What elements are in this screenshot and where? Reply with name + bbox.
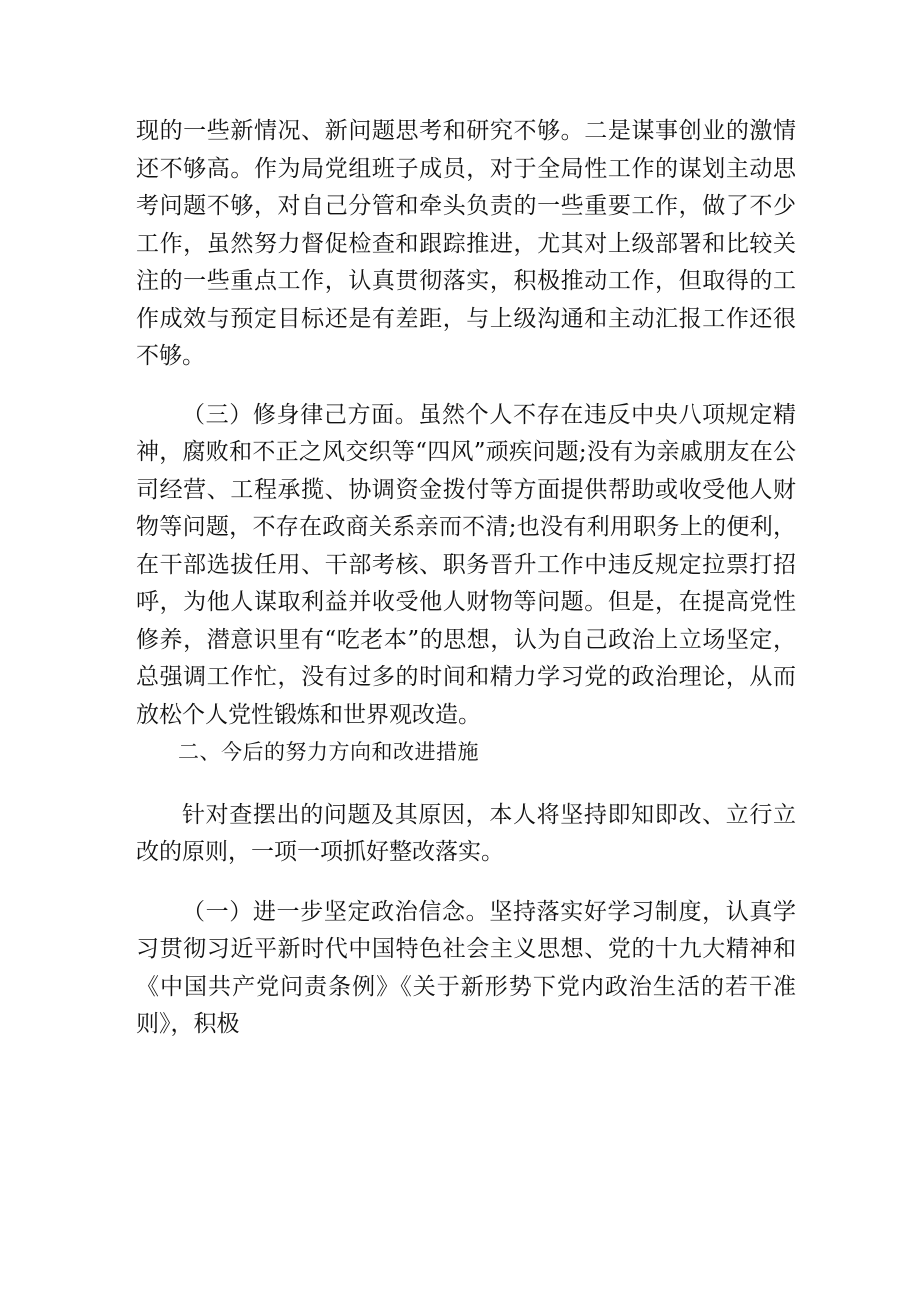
paragraph-continuation: 现的一些新情况、新问题思考和研究不够。二是谋事创业的激情还不够高。作为局党组班子成员，对于全局性工作的谋划主动思考问题不够，对自己分管和牵头负责的一些重要工作，做了不少工作，虽然努力督促检查和跟踪推进，尤其对上级部署和比较关注的一些重点工作，认真贯彻落实，积极推动工作，但取得的工作成效与预定目标还是有差距，与上级沟通和主动汇报工作还很不够。 xyxy=(136,118,796,369)
document-page xyxy=(136,113,796,1044)
paragraph-self-discipline: （三）修身律己方面。虽然个人不存在违反中央八项规定精神，腐败和不正之风交织等“四风”顽疾问题;没有为亲戚朋友在公司经营、工程承揽、协调资金拨付等方面提供帮助或收受他人财物等问题，不存在政商关系亲而不清;也没有利用职务上的便利，在干部选拔任用、干部考核、职务晋升工作中违反规定拉票打招呼，为他人谋取利益并收受他人财物等问题。但是，在提高党性修养，潜意识里有“吃老本”的思想，认为自己政治上立场坚定，总强调工作忙，没有过多的时间和精力学习党的政治理论，从而放松个人党性锻炼和世界观改造。 xyxy=(136,401,796,728)
paragraph-intro: 针对查摆出的问题及其原因，本人将坚持即知即改、立行立改的原则，一项一项抓好整改落实。 xyxy=(136,801,796,865)
section-heading-improvement: 二、今后的努力方向和改进措施 xyxy=(178,740,479,764)
paragraph-measure-one: （一）进一步坚定政治信念。坚持落实好学习制度，认真学习贯彻习近平新时代中国特色社会主义思想、党的十九大精神和《中国共产党问责条例》《关于新形势下党内政治生活的若干准则》，积极 xyxy=(136,898,796,1037)
